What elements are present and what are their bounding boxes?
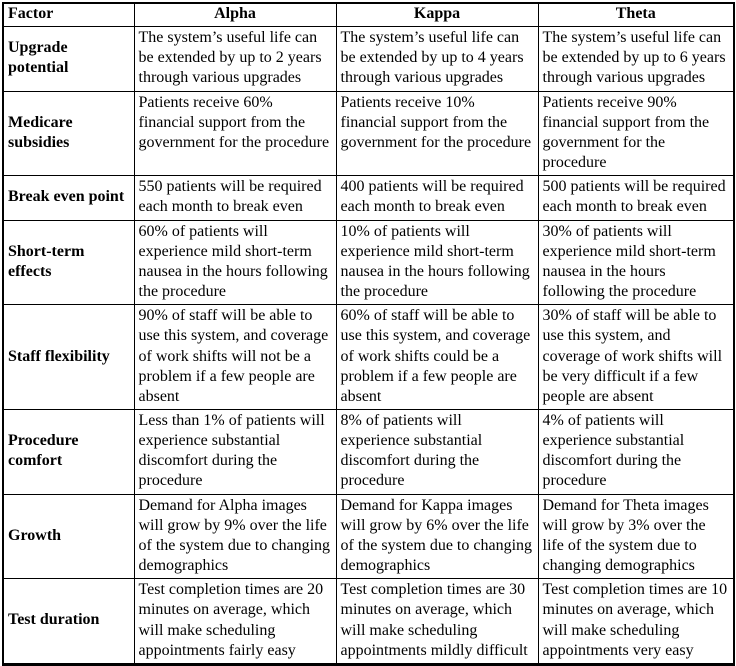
column-header-kappa: Kappa [336,3,538,27]
table-row-upgrade-potential [3,27,734,91]
cell-break-even-point-theta: 500 patients will be required each month to break even [538,176,734,220]
cell-procedure-comfort-theta: 4% of patients will experience substantial discomfort during the procedure [538,409,734,494]
table-row-growth [3,494,734,579]
column-header-theta: Theta [538,3,734,27]
cell-break-even-point-kappa: 400 patients will be required each month to break even [336,176,538,220]
cell-growth-alpha: Demand for Alpha images will grow by 9% over the life of the system due to changing demographics [134,494,336,579]
cell-upgrade-potential-kappa: The system’s useful life can be extended by up to 4 years through various upgrades [336,27,538,91]
cell-staff-flexibility-kappa: 60% of staff will be able to use this system, and coverage of work shifts could be a problem if a few people are absent [336,305,538,410]
row-header-upgrade-potential: Upgrade potential [3,27,134,91]
factor-comparison-table [2,2,735,666]
cell-upgrade-potential-alpha: The system’s useful life can be extended by up to 2 years through various upgrades [134,27,336,91]
table-row-medicare-subsidies [3,91,734,176]
row-header-staff-flexibility: Staff flexibility [3,305,134,410]
cell-short-term-effects-theta: 30% of patients will experience mild short-term nausea in the hours following the procedure [538,220,734,305]
cell-short-term-effects-alpha: 60% of patients will experience mild short-term nausea in the hours following the procedure [134,220,336,305]
column-header-alpha: Alpha [134,3,336,27]
cell-staff-flexibility-theta: 30% of staff will be able to use this system, and coverage of work shifts will be very difficult if a few people are absent [538,305,734,410]
column-header-factor: Factor [3,3,134,27]
cell-test-duration-theta: Test completion times are 10 minutes on average, which will make scheduling appointments very easy [538,579,734,665]
cell-medicare-subsidies-kappa: Patients receive 10% financial support from the government for the procedure [336,91,538,176]
header-row [3,3,734,27]
table-row-staff-flexibility [3,305,734,410]
cell-medicare-subsidies-theta: Patients receive 90% financial support from the government for the procedure [538,91,734,176]
cell-test-duration-kappa: Test completion times are 30 minutes on average, which will make scheduling appointments mildly difficult [336,579,538,665]
cell-staff-flexibility-alpha: 90% of staff will be able to use this system, and coverage of work shifts will not be a problem if a few people are absent [134,305,336,410]
table-row-short-term-effects [3,220,734,305]
row-header-short-term-effects: Short-term effects [3,220,134,305]
cell-growth-theta: Demand for Theta images will grow by 3% over the life of the system due to changing demographics [538,494,734,579]
row-header-test-duration: Test duration [3,579,134,665]
row-header-medicare-subsidies: Medicare subsidies [3,91,134,176]
table-header [3,3,734,27]
cell-short-term-effects-kappa: 10% of patients will experience mild short-term nausea in the hours following the procedure [336,220,538,305]
cell-medicare-subsidies-alpha: Patients receive 60% financial support from the government for the procedure [134,91,336,176]
row-header-growth: Growth [3,494,134,579]
row-header-break-even-point: Break even point [3,176,134,220]
cell-growth-kappa: Demand for Kappa images will grow by 6% over the life of the system due to changing demographics [336,494,538,579]
table-row-test-duration [3,579,734,665]
cell-test-duration-alpha: Test completion times are 20 minutes on average, which will make scheduling appointments fairly easy [134,579,336,665]
cell-break-even-point-alpha: 550 patients will be required each month to break even [134,176,336,220]
row-header-procedure-comfort: Procedure comfort [3,409,134,494]
cell-upgrade-potential-theta: The system’s useful life can be extended by up to 6 years through various upgrades [538,27,734,91]
table-row-procedure-comfort [3,409,734,494]
cell-procedure-comfort-kappa: 8% of patients will experience substantial discomfort during the procedure [336,409,538,494]
table-row-break-even-point [3,176,734,220]
table-body [3,27,734,665]
cell-procedure-comfort-alpha: Less than 1% of patients will experience substantial discomfort during the procedure [134,409,336,494]
